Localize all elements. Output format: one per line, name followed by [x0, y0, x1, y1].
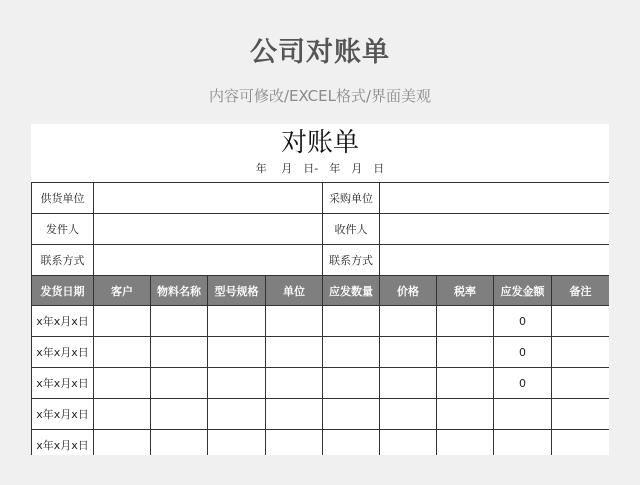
- cell-remarks[interactable]: [552, 399, 610, 430]
- cell-ship-date[interactable]: x年x月x日: [32, 306, 94, 337]
- cell-unit[interactable]: [266, 368, 323, 399]
- cell-material-name[interactable]: [151, 368, 208, 399]
- cell-ship-date[interactable]: x年x月x日: [32, 430, 94, 456]
- table-row: [32, 368, 610, 399]
- cell-price[interactable]: [380, 337, 437, 368]
- cell-amount[interactable]: [494, 430, 552, 456]
- page-title: 公司对账单: [250, 37, 390, 68]
- cell-unit[interactable]: [266, 337, 323, 368]
- column-header-row: [32, 276, 610, 306]
- cell-unit[interactable]: [266, 306, 323, 337]
- col-header-price: 价格: [380, 276, 437, 306]
- cell-tax-rate[interactable]: [437, 399, 494, 430]
- cell-remarks[interactable]: [552, 430, 610, 456]
- col-header-customer: 客户: [94, 276, 151, 306]
- cell-material-name[interactable]: [151, 399, 208, 430]
- cell-remarks[interactable]: [552, 337, 610, 368]
- cell-tax-rate[interactable]: [437, 368, 494, 399]
- cell-price[interactable]: [380, 430, 437, 456]
- cell-tax-rate[interactable]: [437, 430, 494, 456]
- sender-label: 发件人: [32, 214, 94, 245]
- page-subtitle: 内容可修改/EXCEL格式/界面美观: [208, 87, 432, 105]
- contact-right-value[interactable]: [380, 245, 610, 276]
- col-header-tax-rate: 税率: [437, 276, 494, 306]
- cell-model-spec[interactable]: [208, 430, 266, 456]
- cell-unit[interactable]: [266, 399, 323, 430]
- table-row: [32, 430, 610, 456]
- cell-quantity[interactable]: [323, 306, 380, 337]
- cell-quantity[interactable]: [323, 430, 380, 456]
- purchaser-value[interactable]: [380, 183, 610, 214]
- cell-unit[interactable]: [266, 430, 323, 456]
- sheet-title: 对账单: [280, 128, 359, 158]
- table-row: [32, 306, 610, 337]
- col-header-quantity: 应发数量: [323, 276, 380, 306]
- cell-customer[interactable]: [94, 399, 151, 430]
- cell-price[interactable]: [380, 306, 437, 337]
- cell-material-name[interactable]: [151, 337, 208, 368]
- cell-ship-date[interactable]: x年x月x日: [32, 399, 94, 430]
- cell-tax-rate[interactable]: [437, 337, 494, 368]
- cell-customer[interactable]: [94, 368, 151, 399]
- cell-quantity[interactable]: [323, 368, 380, 399]
- cell-model-spec[interactable]: [208, 399, 266, 430]
- cell-ship-date[interactable]: x年x月x日: [32, 337, 94, 368]
- cell-customer[interactable]: [94, 306, 151, 337]
- cell-customer[interactable]: [94, 430, 151, 456]
- cell-model-spec[interactable]: [208, 368, 266, 399]
- cell-amount[interactable]: 0: [494, 337, 552, 368]
- sender-value[interactable]: [94, 214, 323, 245]
- cell-price[interactable]: [380, 368, 437, 399]
- cell-tax-rate[interactable]: [437, 306, 494, 337]
- col-header-unit: 单位: [266, 276, 323, 306]
- col-header-model-spec: 型号规格: [208, 276, 266, 306]
- cell-quantity[interactable]: [323, 399, 380, 430]
- cell-ship-date[interactable]: x年x月x日: [32, 368, 94, 399]
- cell-model-spec[interactable]: [208, 306, 266, 337]
- supplier-label: 供货单位: [32, 183, 94, 214]
- cell-material-name[interactable]: [151, 430, 208, 456]
- cell-price[interactable]: [380, 399, 437, 430]
- cell-amount[interactable]: 0: [494, 306, 552, 337]
- date-range: 年 月 日- 年 月 日: [255, 162, 385, 175]
- col-header-remarks: 备注: [552, 276, 610, 306]
- table-row: [32, 337, 610, 368]
- info-row-contact: [32, 245, 610, 276]
- cell-material-name[interactable]: [151, 306, 208, 337]
- cell-model-spec[interactable]: [208, 337, 266, 368]
- contact-right-label: 联系方式: [323, 245, 380, 276]
- col-header-ship-date: 发货日期: [32, 276, 94, 306]
- cell-quantity[interactable]: [323, 337, 380, 368]
- info-row-sender: [32, 214, 610, 245]
- cell-remarks[interactable]: [552, 368, 610, 399]
- statement-table: [31, 182, 609, 455]
- col-header-amount: 应发金额: [494, 276, 552, 306]
- cell-remarks[interactable]: [552, 306, 610, 337]
- cell-amount[interactable]: 0: [494, 368, 552, 399]
- cell-amount[interactable]: [494, 399, 552, 430]
- supplier-value[interactable]: [94, 183, 323, 214]
- receiver-value[interactable]: [380, 214, 610, 245]
- contact-left-label: 联系方式: [32, 245, 94, 276]
- cell-customer[interactable]: [94, 337, 151, 368]
- purchaser-label: 采购单位: [323, 183, 380, 214]
- col-header-material-name: 物料名称: [151, 276, 208, 306]
- table-row: [32, 399, 610, 430]
- contact-left-value[interactable]: [94, 245, 323, 276]
- info-row-supplier: [32, 183, 610, 214]
- statement-sheet: [31, 124, 609, 455]
- receiver-label: 收件人: [323, 214, 380, 245]
